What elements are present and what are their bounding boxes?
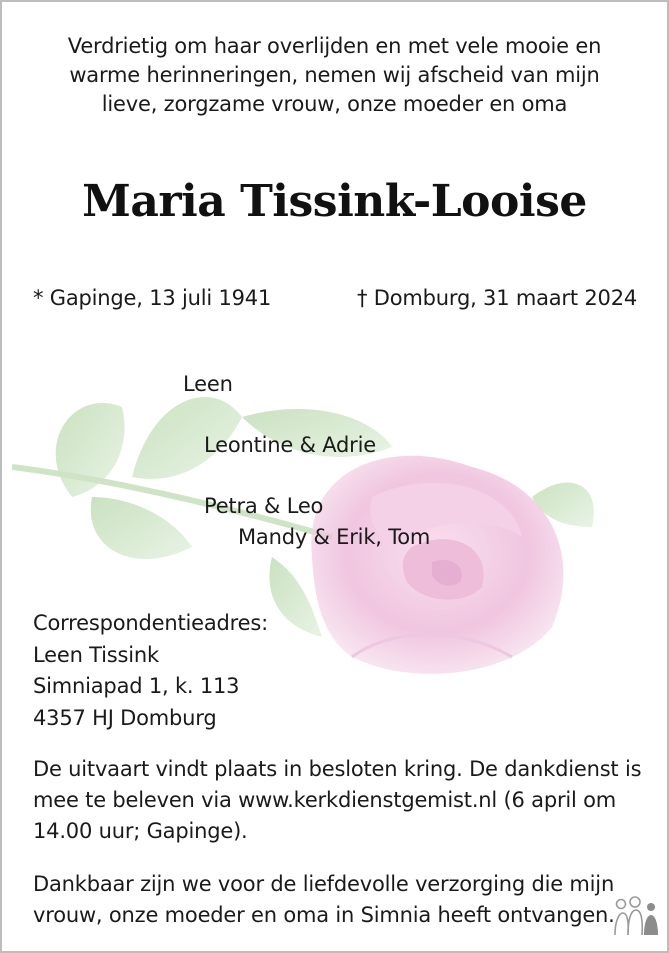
relative-name: Leen <box>183 372 233 396</box>
address-line: 4357 HJ Domburg <box>33 705 217 730</box>
intro-text <box>2 32 667 119</box>
family-figures-logo-icon <box>611 895 663 941</box>
funeral-line: De uitvaart vindt plaats in besloten kring. De dankdienst is <box>33 757 642 781</box>
funeral-notice <box>33 754 641 847</box>
intro-line: warme herinneringen, nemen wij afscheid van mijn <box>69 63 600 87</box>
relative-name: Mandy & Erik, Tom <box>238 525 431 549</box>
deceased-name: Maria Tissink-Looise <box>82 176 587 227</box>
funeral-line: 14.00 uur; Gapinge). <box>33 819 248 843</box>
address-line: Leen Tissink <box>33 642 159 667</box>
birth-info: * Gapinge, 13 juli 1941 <box>33 286 272 310</box>
intro-line: Verdrietig om haar overlijden en met vele mooie en <box>67 34 602 58</box>
thanks-line: vrouw, onze moeder en oma in Simnia heeft ontvangen. <box>33 903 615 927</box>
relative-name: Petra & Leo <box>204 494 324 518</box>
address-line: Simniapad 1, k. 113 <box>33 674 240 698</box>
intro-line: lieve, zorgzame vrouw, onze moeder en oma <box>101 92 568 116</box>
thanks-notice <box>33 869 615 931</box>
address-line: Correspondentieadres: <box>33 611 268 635</box>
funeral-line: mee te beleven via www.kerkdienstgemist.nl (6 april om <box>33 788 617 812</box>
relative-name: Leontine & Adrie <box>204 433 376 457</box>
death-info: † Domburg, 31 maart 2024 <box>357 286 638 310</box>
thanks-line: Dankbaar zijn we voor de liefdevolle verzorging die mijn <box>33 872 615 896</box>
correspondence-address <box>33 608 268 734</box>
